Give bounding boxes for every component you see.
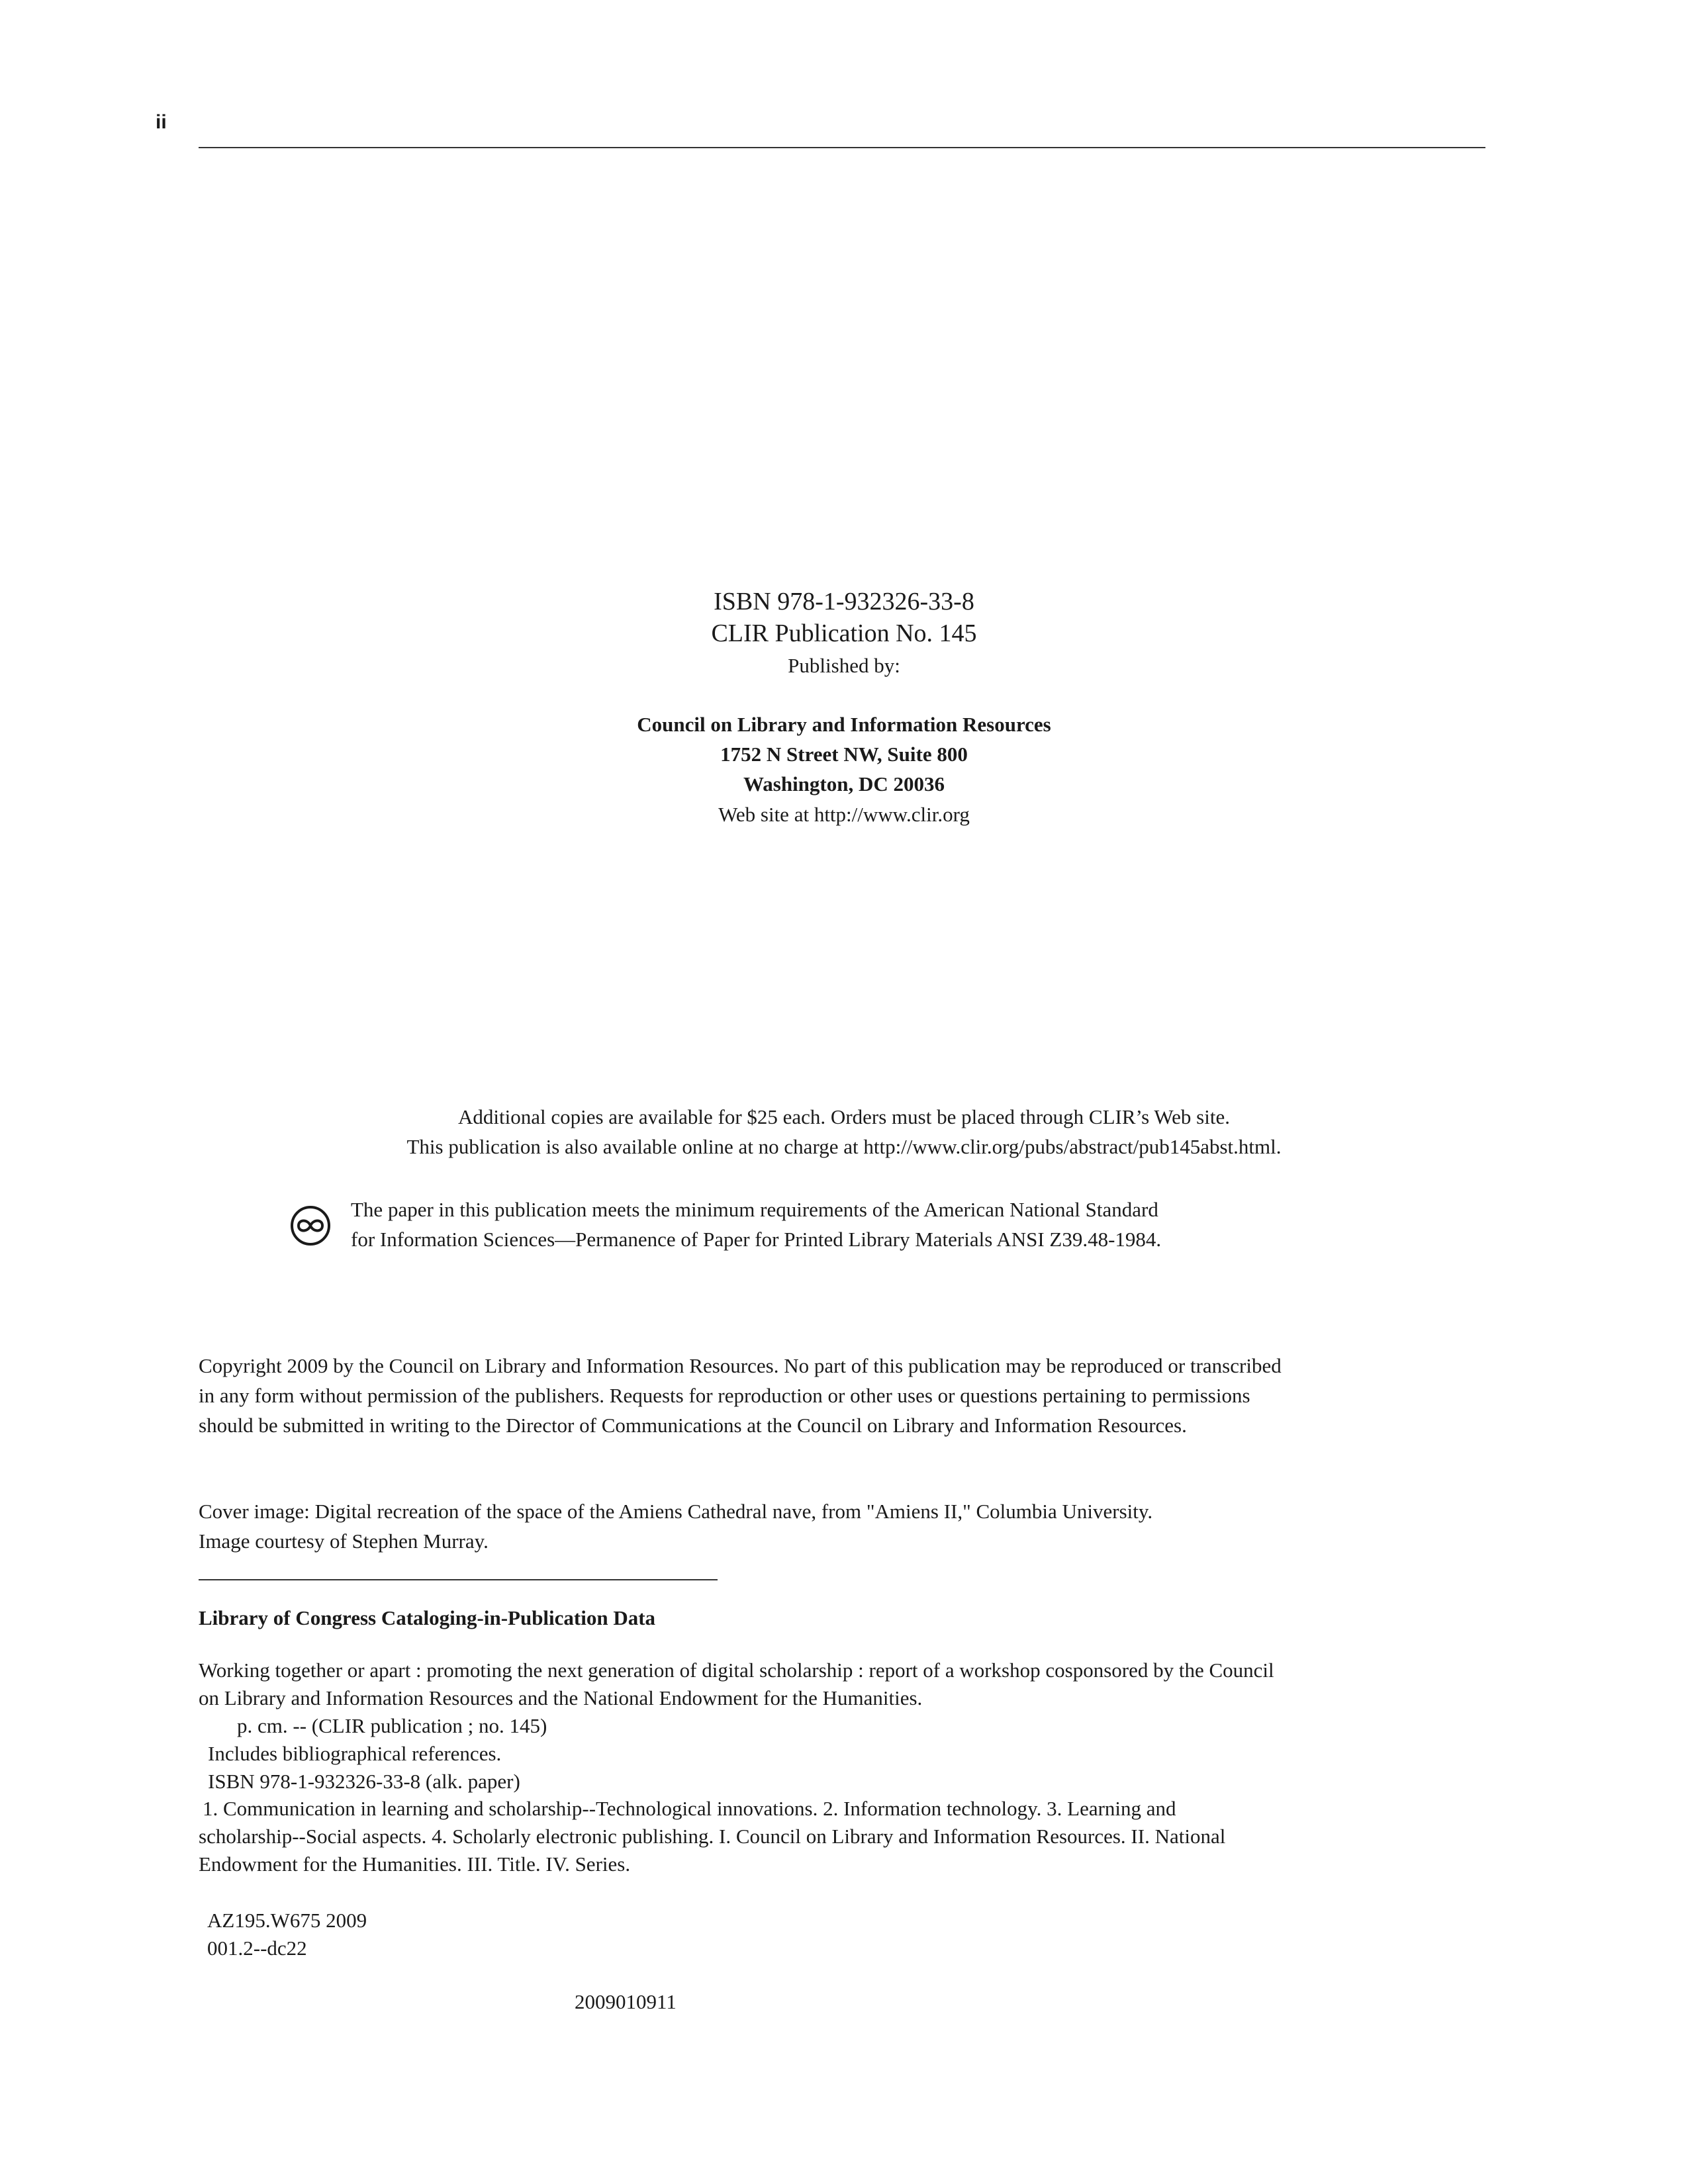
cip-dewey: 001.2--dc22 <box>207 1936 307 1960</box>
cip-pages: p. cm. -- (CLIR publication ; no. 145) <box>237 1714 547 1737</box>
cip-subjects-line-3: Endowment for the Humanities. III. Title. IV. Series. <box>199 1852 631 1876</box>
cip-lccn: 2009010911 <box>575 1990 677 2013</box>
copyright-line-1: Copyright 2009 by the Council on Library and Information Resources. No part of this publication may be reproduced or transcribed <box>199 1354 1282 1377</box>
cip-call-number: AZ195.W675 2009 <box>207 1909 367 1932</box>
publisher-street: 1752 N Street NW, Suite 800 <box>720 743 968 766</box>
copyright-line-3: should be submitted in writing to the Director of Communications at the Council on Library and Information Resources. <box>199 1414 1187 1437</box>
isbn: ISBN 978-1-932326-33-8 <box>714 588 974 615</box>
publisher-name: Council on Library and Information Resources <box>637 713 1051 736</box>
paper-notice-line-2: for Information Sciences—Permanence of Paper for Printed Library Materials ANSI Z39.48-1984. <box>351 1228 1162 1251</box>
copyright-line-2: in any form without permission of the publishers. Requests for reproduction or other uses or questions pertaining to permissions <box>199 1384 1250 1407</box>
published-by-label: Published by: <box>788 654 900 677</box>
cip-isbn: ISBN 978-1-932326-33-8 (alk. paper) <box>208 1770 520 1793</box>
cip-heading: Library of Congress Cataloging-in-Publication Data <box>199 1606 656 1629</box>
cip-subjects <box>199 1795 1485 1878</box>
cover-line-1: Cover image: Digital recreation of the space of the Amiens Cathedral nave, from "Amiens II," Columbia University. <box>199 1500 1153 1523</box>
publication-number: CLIR Publication No. 145 <box>711 619 977 647</box>
page-number: ii <box>156 111 167 133</box>
publisher-website: Web site at http://www.clir.org <box>718 803 970 826</box>
copyright-notice <box>199 1351 1485 1440</box>
availability-notice <box>0 1102 1688 1161</box>
cip-title-line-1: Working together or apart : promoting the next generation of digital scholarship : report of a workshop cosponsored by the Council <box>199 1659 1274 1682</box>
paper-notice-line-1: The paper in this publication meets the minimum requirements of the American National Standard <box>351 1198 1158 1221</box>
cip-classification <box>207 1907 367 1962</box>
cip-subjects-line-1: 1. Communication in learning and scholarship--Technological innovations. 2. Information technology. 3. Learning and <box>203 1797 1176 1820</box>
publisher-address <box>0 709 1688 799</box>
cover-line-2: Image courtesy of Stephen Murray. <box>199 1529 489 1553</box>
cip-includes: Includes bibliographical references. <box>208 1742 502 1765</box>
availability-line-1: Additional copies are available for $25 each. Orders must be placed through CLIR’s Web site. <box>458 1105 1230 1128</box>
cover-image-credit <box>199 1496 1152 1556</box>
publisher-city: Washington, DC 20036 <box>743 772 945 796</box>
cip-record <box>199 1657 1485 1796</box>
paper-permanence-notice <box>351 1195 1161 1254</box>
cip-rule <box>199 1579 718 1580</box>
availability-line-2: This publication is also available online at no charge at http://www.clir.org/pubs/abstract/pub145abst.html. <box>406 1135 1282 1158</box>
header-rule <box>199 147 1485 148</box>
cip-subjects-line-2: scholarship--Social aspects. 4. Scholarly electronic publishing. I. Council on Library and Information Resources. II. National <box>199 1825 1226 1848</box>
infinity-permanence-icon <box>289 1205 332 1247</box>
cip-title-line-2: on Library and Information Resources and the National Endowment for the Humanities. <box>199 1686 923 1709</box>
